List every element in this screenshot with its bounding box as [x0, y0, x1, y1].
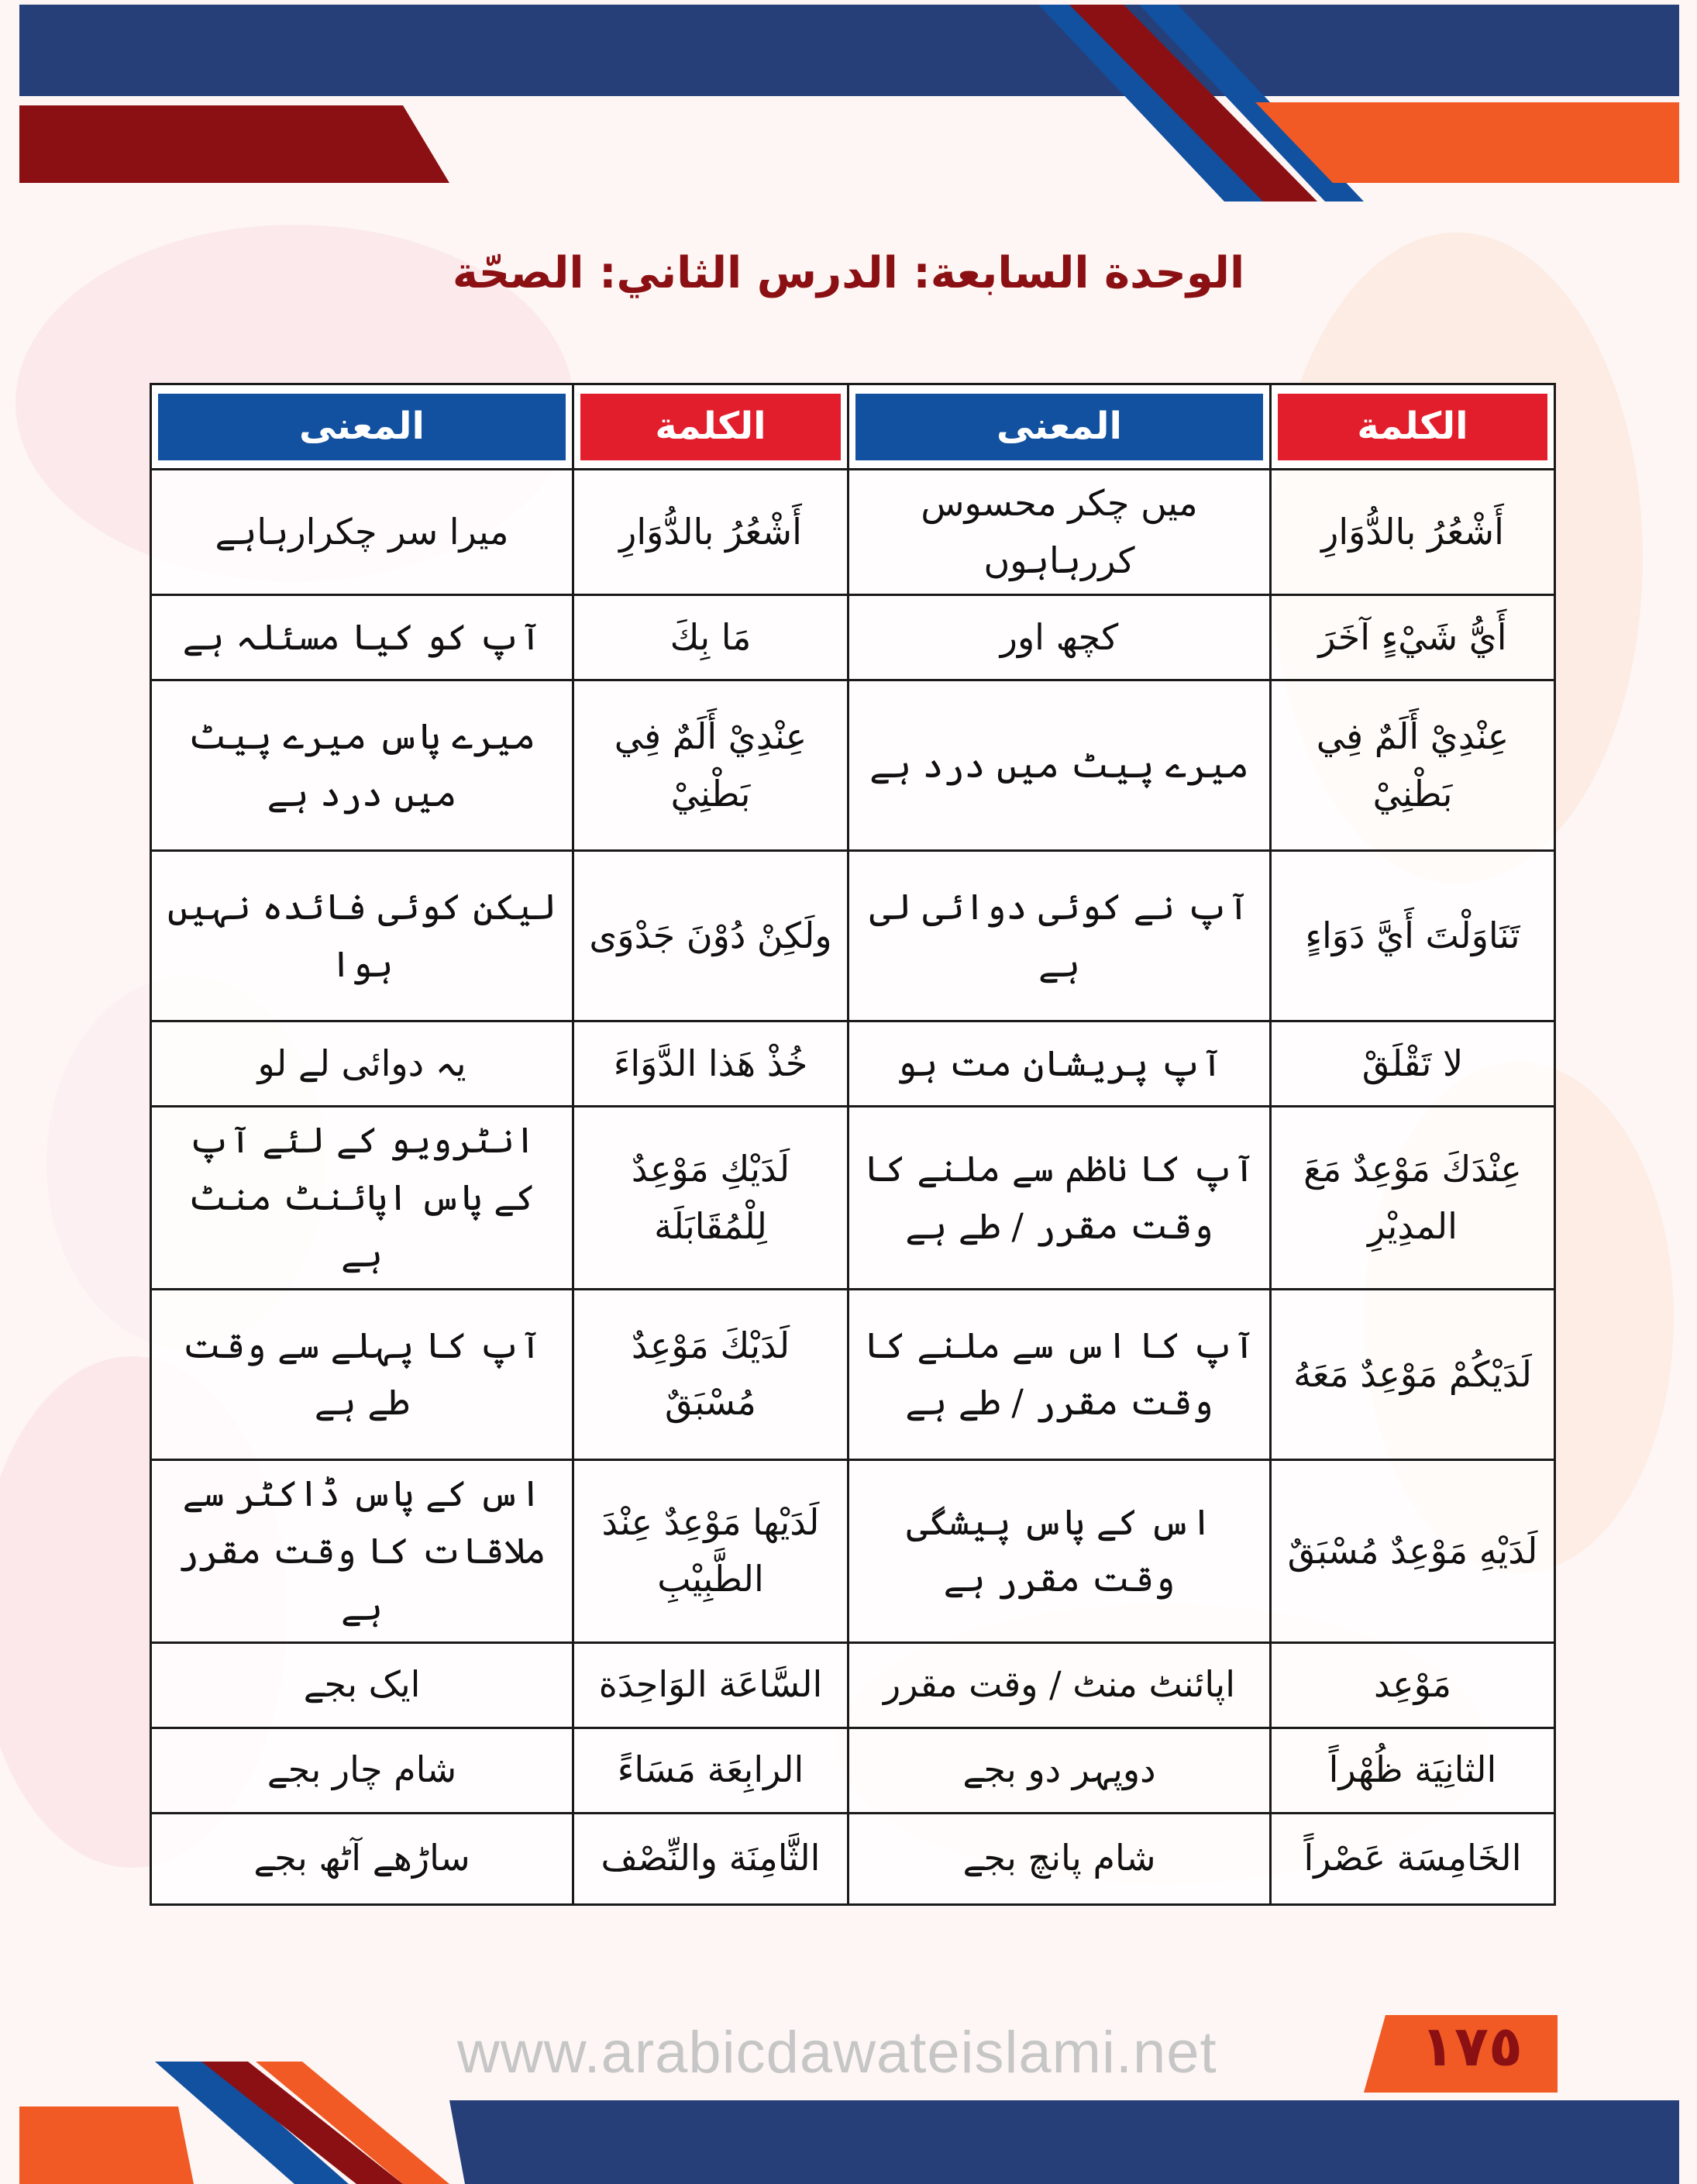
header-word-right: الكلمة	[1271, 384, 1555, 470]
vocabulary-table	[150, 383, 1556, 1906]
word-cell: السَّاعَة الوَاحِدَة	[573, 1642, 848, 1728]
meaning-cell: کچھ اور	[848, 595, 1271, 680]
website-url: www.arabicdawateislami.net	[457, 2020, 1217, 2086]
table-row	[151, 1021, 1555, 1107]
word-cell: عِنْدِيْ أَلَمٌ فِي بَطْنِيْ	[1271, 680, 1555, 851]
meaning-cell: اس کے پاس پیشگی وقت مقرر ہے	[848, 1459, 1271, 1642]
word-cell: عِنْدِيْ أَلَمٌ فِي بَطْنِيْ	[573, 680, 848, 851]
meaning-cell: شام چار بجے	[151, 1728, 573, 1813]
meaning-cell: میرا سر چکرارہاہے	[151, 470, 573, 595]
word-cell: لَدَيْكِ مَوْعِدٌ لِلْمُقَابَلَة	[573, 1107, 848, 1290]
word-cell: أَشْعُرُ بالدُّوَارِ	[573, 470, 848, 595]
top-banner	[0, 0, 1697, 202]
word-cell: عِنْدَكَ مَوْعِدٌ مَعَ المدِيْرِ	[1271, 1107, 1555, 1290]
meaning-cell: دوپہر دو بجے	[848, 1728, 1271, 1813]
word-cell: الثانِيَة ظُهْراً	[1271, 1728, 1555, 1813]
word-cell: الخَامِسَة عَصْراً	[1271, 1813, 1555, 1904]
meaning-cell: ایک بجے	[151, 1642, 573, 1728]
meaning-cell: لیکن کوئی فائدہ نہیں ہوا	[151, 851, 573, 1021]
table-header-row	[151, 384, 1555, 470]
meaning-cell: آپ کا اس سے ملنے کا وقت مقرر / طے ہے	[848, 1289, 1271, 1459]
meaning-cell: یہ دوائی لے لو	[151, 1021, 573, 1107]
header-meaning-right: المعنى	[848, 384, 1271, 470]
header-word-left: الكلمة	[573, 384, 848, 470]
meaning-cell: شام پانچ بجے	[848, 1813, 1271, 1904]
table-row	[151, 470, 1555, 595]
word-cell: لَدَيْها مَوْعِدٌ عِنْدَ الطَّبِيْبِ	[573, 1459, 848, 1642]
table-row	[151, 1642, 1555, 1728]
table-row	[151, 1107, 1555, 1290]
meaning-cell: میرے پاس میرے پیٹ میں درد ہے	[151, 680, 573, 851]
word-cell: الثَّامِنَة والنِّصْف	[573, 1813, 848, 1904]
word-cell: مَا بِكَ	[573, 595, 848, 680]
meaning-cell: آپ پریشان مت ہو	[848, 1021, 1271, 1107]
word-cell: لَدَيْكُمْ مَوْعِدٌ مَعَهُ	[1271, 1289, 1555, 1459]
meaning-cell: انٹرویو کے لئے آپ کے پاس اپائنٹ منٹ ہے	[151, 1107, 573, 1290]
page-number: ١٧٥	[1420, 2013, 1523, 2079]
word-cell: تَنَاوَلْتَ أَيَّ دَوَاءٍ	[1271, 851, 1555, 1021]
word-cell: خُذْ هَذا الدَّوَاءَ	[573, 1021, 848, 1107]
meaning-cell: آپ کو کیا مسئلہ ہے	[151, 595, 573, 680]
table-row	[151, 1289, 1555, 1459]
word-cell: لَدَيْهِ مَوْعِدٌ مُسْبَقٌ	[1271, 1459, 1555, 1642]
meaning-cell: اس کے پاس ڈاکٹر سے ملاقات کا وقت مقرر ہے	[151, 1459, 573, 1642]
header-meaning-left: المعنى	[151, 384, 573, 470]
table-row	[151, 1459, 1555, 1642]
meaning-cell: میں چکر محسوس کررہاہوں	[848, 470, 1271, 595]
table-row	[151, 1728, 1555, 1813]
meaning-cell: ساڑھے آٹھ بجے	[151, 1813, 573, 1904]
word-cell: لَدَيْكَ مَوْعِدٌ مُسْبَقٌ	[573, 1289, 848, 1459]
meaning-cell: اپائنٹ منٹ / وقت مقرر	[848, 1642, 1271, 1728]
meaning-cell: آپ کا پہلے سے وقت طے ہے	[151, 1289, 573, 1459]
meaning-cell: آپ کا ناظم سے ملنے کا وقت مقرر / طے ہے	[848, 1107, 1271, 1290]
word-cell: لا تَقْلَقْ	[1271, 1021, 1555, 1107]
word-cell: مَوْعِد	[1271, 1642, 1555, 1728]
word-cell: ولَكِنْ دُوْنَ جَدْوَى	[573, 851, 848, 1021]
table-row	[151, 680, 1555, 851]
meaning-cell: آپ نے کوئی دوائی لی ہے	[848, 851, 1271, 1021]
word-cell: أَيُّ شَيْءٍ آخَرَ	[1271, 595, 1555, 680]
page-title: الوحدة السابعة: الدرس الثاني: الصحّة	[452, 248, 1245, 298]
table-row	[151, 851, 1555, 1021]
table-row	[151, 595, 1555, 680]
table-row	[151, 1813, 1555, 1904]
meaning-cell: میرے پیٹ میں درد ہے	[848, 680, 1271, 851]
word-cell: أَشْعُرُ بالدُّوَارِ	[1271, 470, 1555, 595]
word-cell: الرابِعَة مَسَاءً	[573, 1728, 848, 1813]
